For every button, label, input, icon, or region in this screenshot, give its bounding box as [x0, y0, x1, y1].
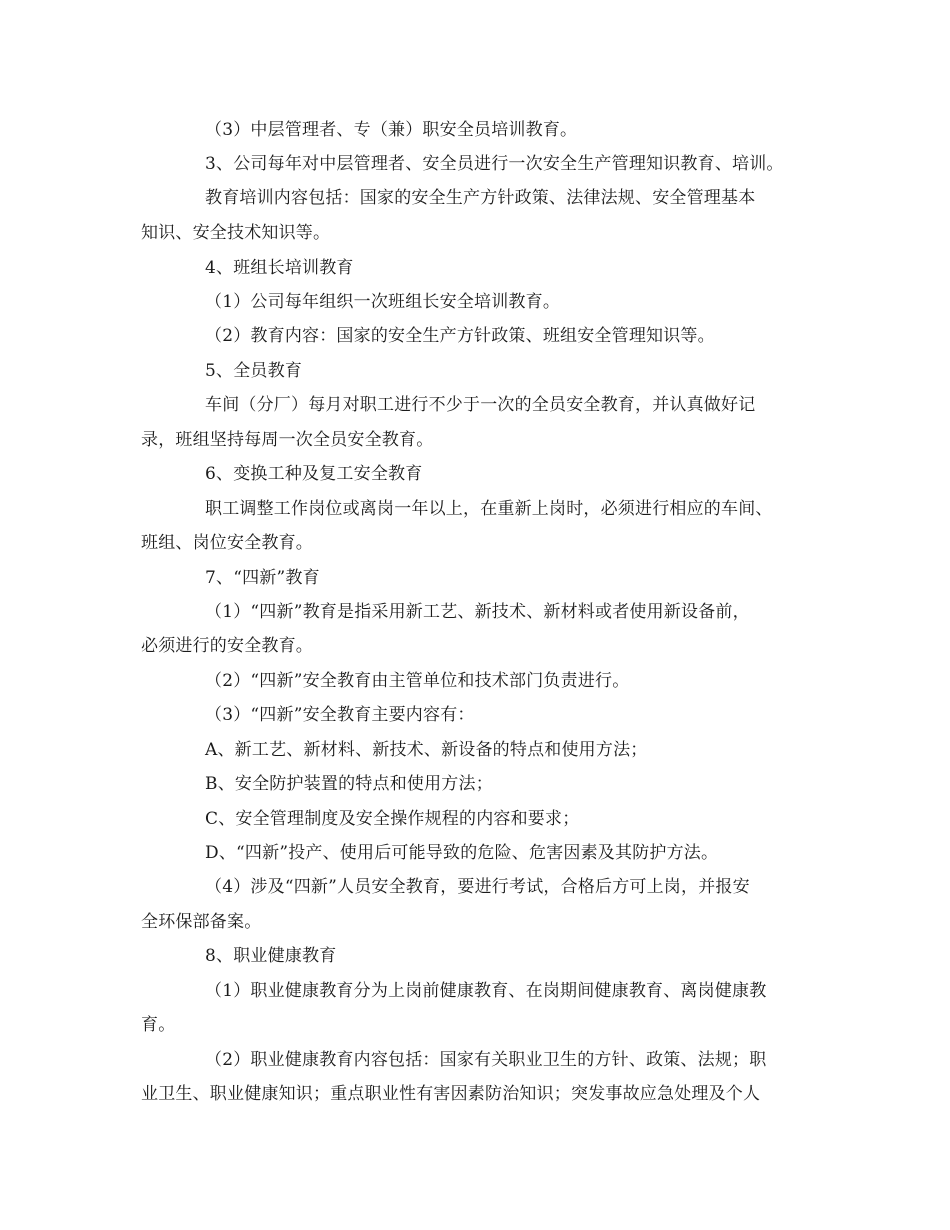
section-heading: 7、“四新”教育: [205, 568, 320, 588]
text-line: 知识、安全技术知识等。: [141, 223, 331, 243]
section-heading: 6、变换工种及复工安全教育: [205, 464, 423, 484]
text-line: 车间（分厂）每月对职工进行不少于一次的全员安全教育，并认真做好记: [205, 395, 756, 415]
text-line: 班组、岗位安全教育。: [141, 533, 313, 553]
text-line: 录，班组坚持每周一次全员安全教育。: [141, 430, 434, 450]
section-heading: 4、班组长培训教育: [205, 258, 354, 278]
text-line: 育。: [141, 1015, 176, 1035]
text-line: （2）职业健康教育内容包括：国家有关职业卫生的方针、政策、法规；职: [205, 1050, 767, 1070]
text-line: （1）“四新”教育是指采用新工艺、新技术、新材料或者使用新设备前，: [205, 602, 750, 622]
text-line: 教育培训内容包括：国家的安全生产方针政策、法律法规、安全管理基本: [205, 188, 756, 208]
section-heading: 8、职业健康教育: [205, 946, 337, 966]
text-line: （2）“四新”安全教育由主管单位和技术部门负责进行。: [205, 671, 630, 691]
text-line: D、“四新”投产、使用后可能导致的危险、危害因素及其防护方法。: [205, 843, 719, 863]
text-line: 必须进行的安全教育。: [141, 636, 313, 656]
text-line: （1）职业健康教育分为上岗前健康教育、在岗期间健康教育、离岗健康教: [205, 981, 767, 1001]
text-line: 职工调整工作岗位或离岗一年以上，在重新上岗时，必须进行相应的车间、: [205, 499, 773, 519]
section-heading: 5、全员教育: [205, 361, 303, 381]
text-line: （3）“四新”安全教育主要内容有：: [205, 705, 475, 725]
text-line: （1）公司每年组织一次班组长安全培训教育。: [205, 292, 561, 312]
text-line: （2）教育内容：国家的安全生产方针政策、班组安全管理知识等。: [205, 326, 715, 346]
text-line: （4）涉及“四新”人员安全教育，要进行考试，合格后方可上岗，并报安: [205, 877, 750, 897]
text-line: 全环保部备案。: [141, 912, 262, 932]
text-line: C、安全管理制度及安全操作规程的内容和要求；: [205, 809, 580, 829]
text-line: A、新工艺、新材料、新技术、新设备的特点和使用方法；: [205, 740, 648, 760]
text-line: 业卫生、职业健康知识；重点职业性有害因素防治知识；突发事故应急处理及个人: [141, 1084, 761, 1104]
text-line: B、安全防护装置的特点和使用方法；: [205, 774, 493, 794]
text-line: （3）中层管理者、专（兼）职安全员培训教育。: [205, 120, 578, 140]
text-line: 3、公司每年对中层管理者、安全员进行一次安全生产管理知识教育、培训。: [205, 154, 784, 174]
